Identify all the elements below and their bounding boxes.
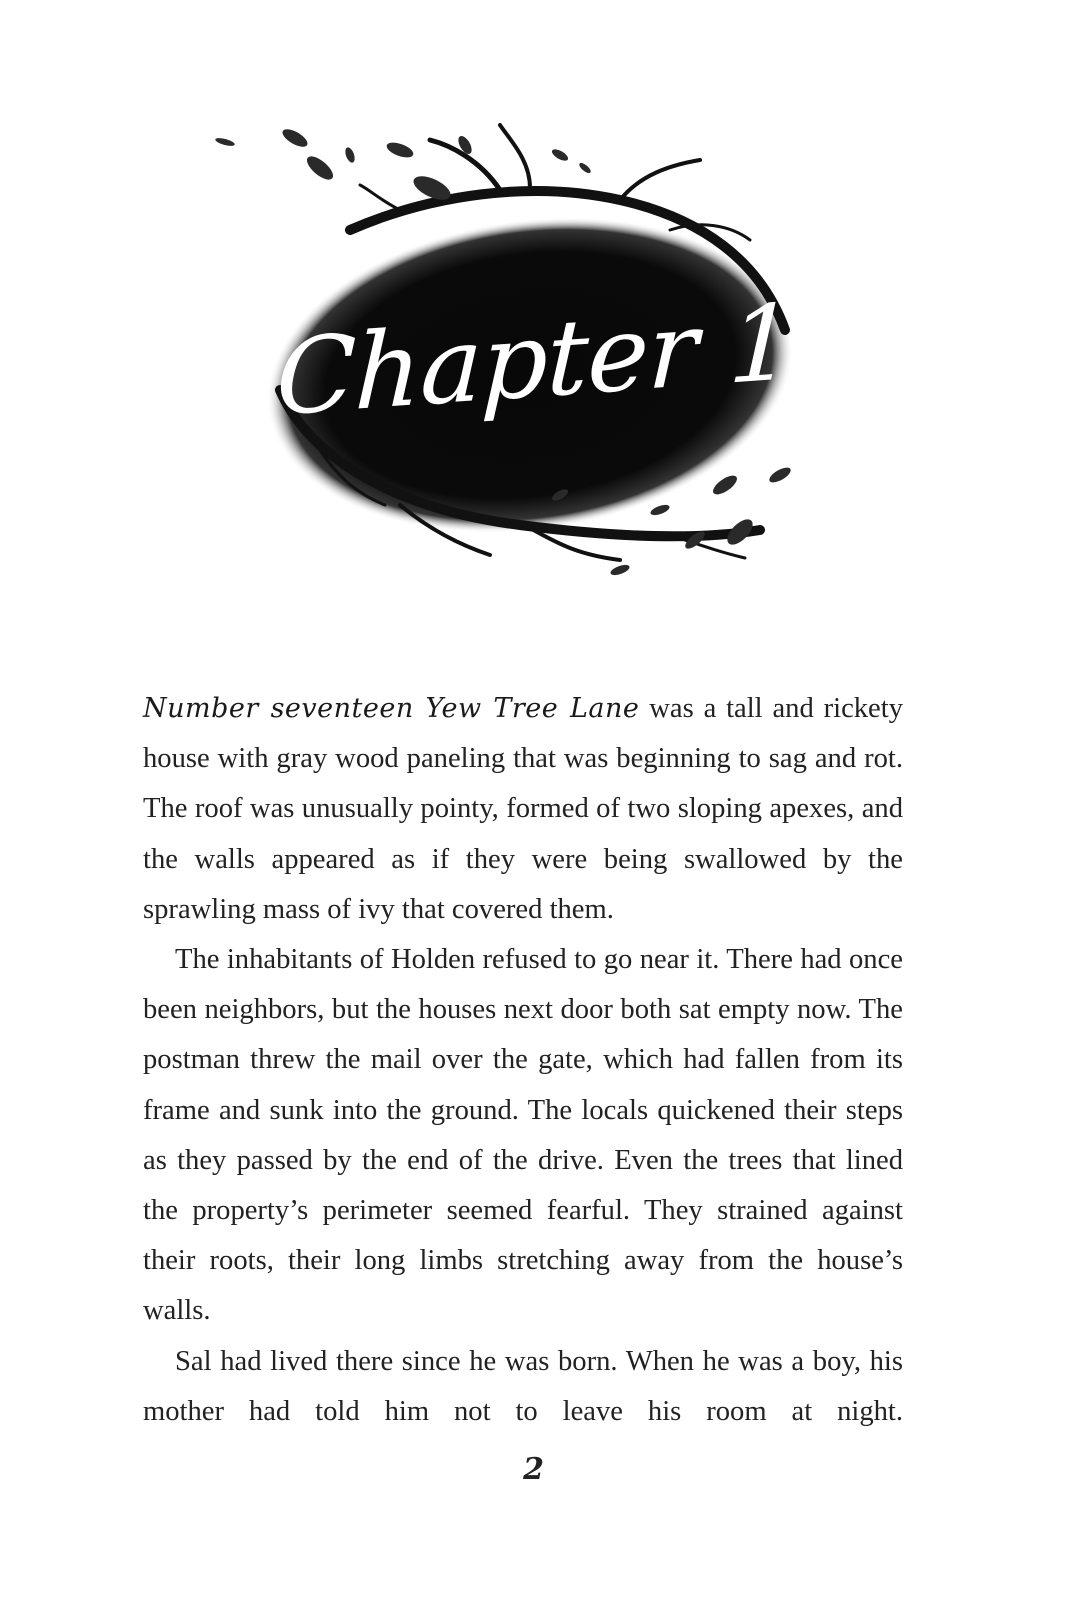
paragraph-1 bbox=[143, 684, 903, 935]
chapter-title: Chapter 1 bbox=[274, 280, 796, 440]
script-lead: Number seventeen Yew Tree Lane bbox=[143, 693, 640, 724]
page-number: 2 bbox=[523, 1452, 544, 1487]
paragraph-3: Sal had lived there since he was born. When he was a boy, his mother had told him not to leave his room at night. bbox=[143, 1345, 903, 1427]
paragraph-1-text: was a tall and rickety house with gray wood paneling that was beginning to sag and rot. The roof was unusually pointy, formed of two sloping apexes, and the walls appeared as if they were being swallowed by the sprawling mass of ivy that covered them. bbox=[143, 693, 903, 925]
body-text bbox=[143, 684, 903, 1437]
paragraph-2: The inhabitants of Holden refused to go near it. There had once been neighbors, but the houses next door both sat empty now. The postman threw the mail over the gate, which had fallen from its frame and sunk into the ground. The locals quickened their steps as they passed by the end of the drive. Even the trees that lined the property’s perimeter seemed fearful. They strained against their roots, their long limbs stretching away from the house’s walls. bbox=[143, 944, 903, 1327]
